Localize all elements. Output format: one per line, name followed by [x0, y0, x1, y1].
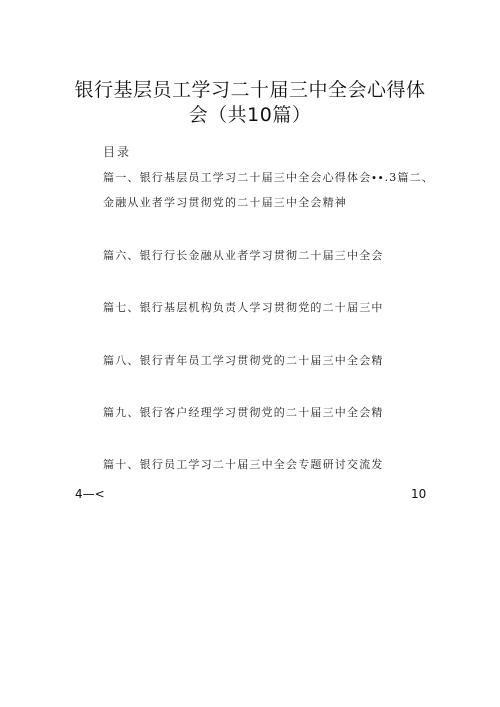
- toc-page-ref-left: 4—<: [75, 487, 105, 501]
- toc-entry[interactable]: 篇一、银行基层员工学习二十届三中全会心得体会∙∙.3篇二、: [103, 171, 435, 184]
- toc-entry[interactable]: 篇九、银行客户经理学习贯彻党的二十届三中全会精: [103, 406, 384, 419]
- toc-entry[interactable]: 篇十、银行员工学习二十届三中全会专题研讨交流发: [103, 458, 384, 471]
- document-title-line-2: 会（共10篇）: [188, 104, 312, 126]
- toc-page-number: 10: [411, 487, 427, 501]
- toc-heading: 目录: [103, 145, 132, 159]
- toc-entry[interactable]: 篇八、银行青年员工学习贯彻党的二十届三中全会精: [103, 354, 384, 367]
- toc-entry[interactable]: 篇六、银行行长金融从业者学习贯彻二十届三中全会: [103, 249, 384, 262]
- document-title-line-1: 银行基层员工学习二十届三中全会心得体: [74, 79, 426, 101]
- toc-entry[interactable]: 金融从业者学习贯彻党的二十届三中全会精神: [103, 196, 347, 209]
- toc-entry[interactable]: 篇七、银行基层机构负责人学习贯彻党的二十届三中: [103, 301, 384, 314]
